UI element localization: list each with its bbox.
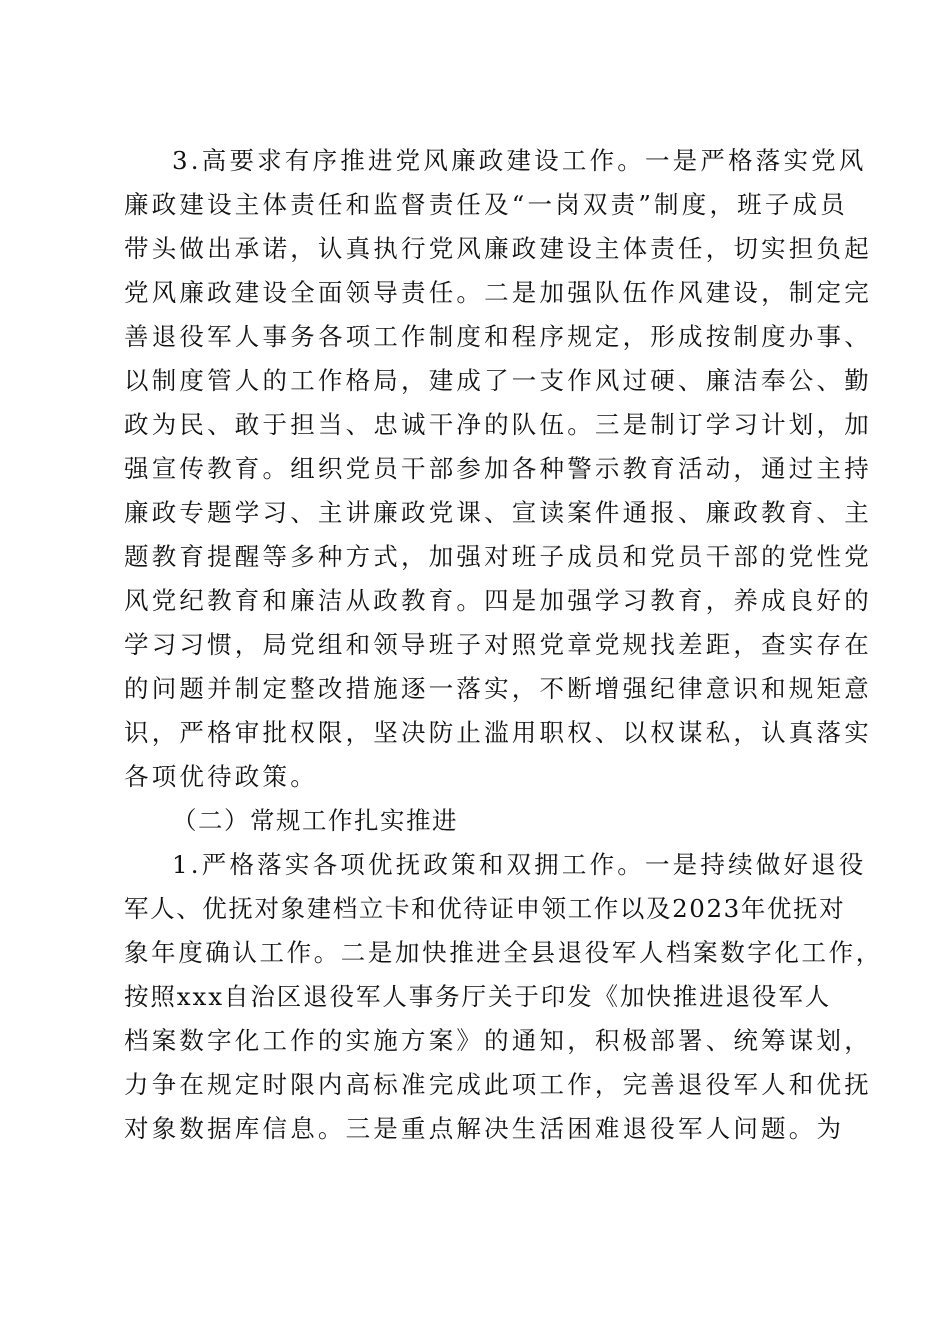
body-text-line: 风党纪教育和廉洁从政教育。四是加强学习教育，养成良好的 — [124, 586, 872, 615]
body-text-line: 各项优待政策。 — [124, 762, 318, 791]
body-text-line: 党风廉政建设全面领导责任。二是加强队伍作风建设，制定完 — [124, 278, 872, 307]
body-text-line: 带头做出承诺，认真执行党风廉政建设主体责任，切实担负起 — [124, 234, 872, 263]
body-text-line: 廉政建设主体责任和监督责任及“一岗双责”制度，班子成员 — [124, 190, 848, 219]
body-text-line: 对象数据库信息。三是重点解决生活困难退役军人问题。为 — [124, 1114, 845, 1143]
body-text-line: 政为民、敢于担当、忠诚干净的队伍。三是制订学习计划，加 — [124, 410, 872, 439]
body-text-line: 题教育提醒等多种方式，加强对班子成员和党员干部的党性党 — [124, 542, 872, 571]
body-text-line: 善退役军人事务各项工作制度和程序规定，形成按制度办事、 — [124, 322, 872, 351]
body-text-line: 1.严格落实各项优抚政策和双拥工作。一是持续做好退役 — [172, 850, 867, 879]
body-text-line: 廉政专题学习、主讲廉政党课、宣读案件通报、廉政教育、主 — [124, 498, 872, 527]
body-text-line: 强宣传教育。组织党员干部参加各种警示教育活动，通过主持 — [124, 454, 872, 483]
body-text-line: 按照xxx自治区退役军人事务厅关于印发《加快推进退役军人 — [124, 982, 832, 1011]
section-heading: （二）常规工作扎实推进 — [172, 806, 458, 835]
body-text-line: 学习习惯，局党组和领导班子对照党章党规找差距，查实存在 — [124, 630, 872, 659]
body-text-line: 军人、优抚对象建档立卡和优待证申领工作以及2023年优抚对 — [124, 894, 846, 923]
body-text-line: 档案数字化工作的实施方案》的通知，积极部署、统筹谋划， — [124, 1026, 872, 1055]
body-text-line: 识，严格审批权限，坚决防止滥用职权、以权谋私，认真落实 — [124, 718, 872, 747]
body-text-line: 3.高要求有序推进党风廉政建设工作。一是严格落实党风 — [172, 146, 867, 175]
body-text-line: 力争在规定时限内高标准完成此项工作，完善退役军人和优抚 — [124, 1070, 872, 1099]
body-text-line: 的问题并制定整改措施逐一落实，不断增强纪律意识和规矩意 — [124, 674, 872, 703]
body-text-line: 以制度管人的工作格局，建成了一支作风过硬、廉洁奉公、勤 — [124, 366, 872, 395]
body-text-line: 象年度确认工作。二是加快推进全县退役军人档案数字化工作， — [124, 938, 883, 967]
